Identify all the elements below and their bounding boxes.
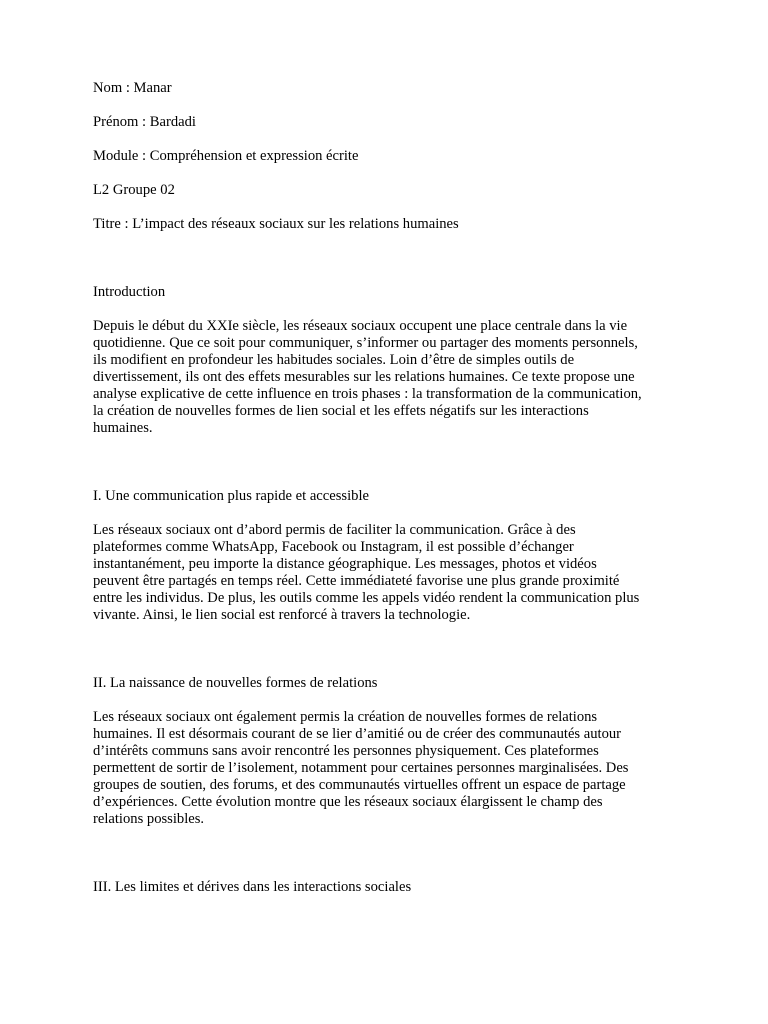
section-2-line-2: humaines. Il est désormais courant de se lier d’amitié ou de créer des communautés autour <box>93 726 622 742</box>
section-1-line-2: plateformes comme WhatsApp, Facebook ou Instagram, il est possible d’échanger <box>93 539 574 555</box>
introduction-line-6: la création de nouvelles formes de lien social et les effets négatifs sur les interactions <box>93 403 589 419</box>
prenom-line: Prénom : Bardadi <box>93 114 196 130</box>
section-3-heading: III. Les limites et dérives dans les interactions sociales <box>93 879 412 895</box>
section-1-line-4: peuvent être partagés en temps réel. Cette immédiateté favorise une plus grande proximité <box>93 573 620 589</box>
section-2-line-6: d’expériences. Cette évolution montre que les réseaux sociaux élargissent le champ des <box>93 794 603 810</box>
section-1-line-5: entre les individus. De plus, les outils comme les appels vidéo rendent la communication plus <box>93 590 640 606</box>
introduction-line-1: Depuis le début du XXIe siècle, les réseaux sociaux occupent une place centrale dans la vie <box>93 318 628 334</box>
introduction-line-3: ils modifient en profondeur les habitudes sociales. Loin d’être de simples outils de <box>93 352 575 368</box>
section-1-heading: I. Une communication plus rapide et accessible <box>93 488 369 504</box>
nom-line: Nom : Manar <box>93 80 172 96</box>
introduction-line-2: quotidienne. Que ce soit pour communiquer, s’informer ou partager des moments personnels, <box>93 335 638 351</box>
introduction-paragraph <box>93 318 683 437</box>
section-1-line-1: Les réseaux sociaux ont d’abord permis de faciliter la communication. Grâce à des <box>93 522 576 538</box>
introduction-line-5: analyse explicative de cette influence en trois phases : la transformation de la communication, <box>93 386 642 402</box>
section-2-line-7: relations possibles. <box>93 811 205 827</box>
section-1-line-3: instantanément, peu importe la distance géographique. Les messages, photos et vidéos <box>93 556 597 572</box>
section-2-line-1: Les réseaux sociaux ont également permis la création de nouvelles formes de relations <box>93 709 598 725</box>
section-2-line-4: permettent de sortir de l’isolement, notamment pour certaines personnes marginalisées. Des <box>93 760 629 776</box>
introduction-line-7: humaines. <box>93 420 153 436</box>
titre-line: Titre : L’impact des réseaux sociaux sur les relations humaines <box>93 216 459 232</box>
section-2-line-5: groupes de soutien, des forums, et des communautés virtuelles offrent un espace de partage <box>93 777 626 793</box>
section-1-line-6: vivante. Ainsi, le lien social est renforcé à travers la technologie. <box>93 607 471 623</box>
groupe-line: L2 Groupe 02 <box>93 182 175 198</box>
section-2-paragraph <box>93 709 683 828</box>
section-1-paragraph <box>93 522 683 624</box>
document-page <box>93 80 683 896</box>
module-line: Module : Compréhension et expression écrite <box>93 148 359 164</box>
introduction-heading: Introduction <box>93 284 166 300</box>
section-2-heading: II. La naissance de nouvelles formes de relations <box>93 675 378 691</box>
section-2-line-3: d’intérêts communs sans avoir rencontré les personnes physiquement. Ces plateformes <box>93 743 599 759</box>
introduction-line-4: divertissement, ils ont des effets mesurables sur les relations humaines. Ce texte propose une <box>93 369 635 385</box>
